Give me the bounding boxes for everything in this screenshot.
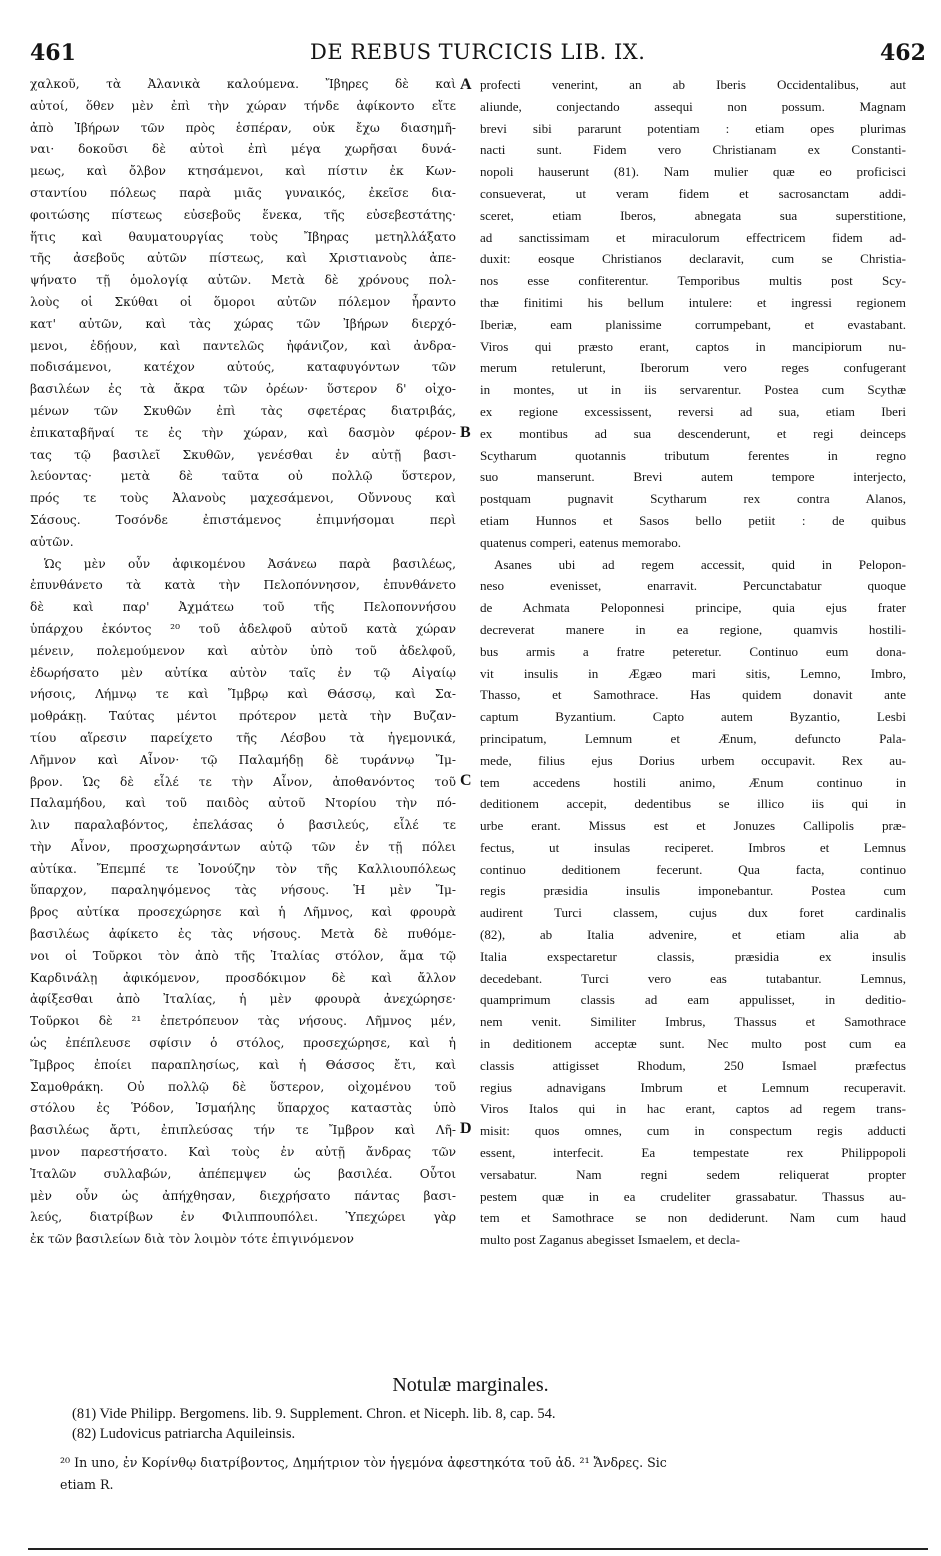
text-line: ἥτις καὶ θαυματουργίας τοὺς Ἴβηρας μετηλλάξατο xyxy=(30,229,456,244)
text-line: ὕπαρχον, παραληψόμενος τὰς νήσους. Ἡ μὲν Ἴμ- xyxy=(30,883,456,898)
text-line: Italia exspectaretur classis, præsidia ex insulis xyxy=(480,948,906,964)
text-line: aliunde, conjectando assequi non possum. Magnam xyxy=(480,98,906,114)
text-line: pestem quæ in ea crudeliter grassabatur. Thassus au- xyxy=(480,1188,906,1204)
text-line: ἐπικαταβῆναί τε ἐς τὴν χώραν, καὶ δασμὸν φέρον- xyxy=(30,425,456,440)
text-line: ναι· δοκοῦσι δὲ αὐτοὶ ἐπὶ μέγα χωρῆσαι δυνά- xyxy=(30,142,456,157)
text-line: πρός τε τοὺς Ἀλανοὺς μαχεσάμενοι, Οὔννους καὶ xyxy=(30,491,456,506)
text-line: νήσοις, Λήμνῳ τε καὶ Ἴμβρῳ καὶ Θάσσῳ, καὶ Σα- xyxy=(30,687,456,702)
text-line: ἐκ τῶν βασιλείων διὰ τὸν λοιμὸν τότε ἐπιγινόμενον xyxy=(30,1232,354,1247)
text-line: quamprimum classis ad eam appulisset, in deditio- xyxy=(480,992,906,1008)
text-line: sceret, etiam Iberos, abnegata sua superstitione, xyxy=(480,207,906,223)
text-line: μεως, καὶ ὄλβον κτησάμενοι, καὶ πίστιν ἐκ Κων- xyxy=(30,164,456,179)
text-line: regis præsidia insulis imponebantur. Postea cum xyxy=(480,883,906,899)
text-line: ἀπὸ Ἰβήρων τῶν πρὸς ἑσπέραν, οὐκ ἔχω διασημῆ- xyxy=(30,120,456,135)
text-line: Τοῦρκοι δὲ ²¹ ἐπετρόπευον τὰς νήσους. Λῆμνος μέν, xyxy=(30,1014,456,1029)
text-line: essent, interfecit. Ea tempestate rex Philippopoli xyxy=(480,1145,906,1161)
text-line: Thasso, et Samothrace. Has quidem donavit ante xyxy=(480,687,906,703)
text-line: νοι οἱ Τοῦρκοι τὸν ἀπὸ τῆς Ἰταλίας στόλον, ἅμα τῷ xyxy=(30,948,456,963)
text-line: μοθράκῃ. Ταύτας μέντοι πρότερον μετὰ τὴν Βυζαν- xyxy=(30,709,456,724)
text-line: δὲ καὶ παρ' Ἀχμάτεω τοῦ τῆς Πελοποννήσου xyxy=(30,600,456,615)
page-number-right: 462 xyxy=(880,40,926,66)
text-line: nacti sunt. Fidem vero Christianam ex Constanti- xyxy=(480,142,906,158)
text-line: Ὡς μὲν οὖν ἀφικομένου Ἀσάνεω παρὰ βασιλέως, xyxy=(44,556,456,571)
text-line: bus armis a fratre peteretur. Continuo eum dona- xyxy=(480,643,906,659)
text-line: in deditionem acceptæ sunt. Nec multo post cum ea xyxy=(480,1036,906,1052)
text-line: Καρδινάλῃ ἀφικόμενον, προσδόκιμον δὲ καὶ ἄλλον xyxy=(30,970,456,985)
text-line: Viros Italos qui in hac erant, captos ad regem trans- xyxy=(480,1101,906,1117)
text-line: στόλου ἐς Ῥόδον, Ἰσμαήλης ὕπαρχος καταστὰς ὑπὸ xyxy=(30,1101,456,1116)
text-line: Παλαμήδου, καὶ τοῦ παιδὸς αὐτοῦ Ντορίου τὴν πό- xyxy=(30,796,456,811)
text-line: Ἴμβρος ἐποίει παραπλησίως, καὶ ἡ Θάσσος ἔτι, καὶ xyxy=(30,1057,456,1072)
margin-marker-d: D xyxy=(460,1120,472,1137)
text-line: Asanes ubi ad regem accessit, quid in Pelopon- xyxy=(494,556,906,572)
text-line: σταντίου πόλεως παρὰ μιᾶς γυναικός, ἐκεῖσε δια- xyxy=(30,185,456,200)
text-line: μένων τῶν Σκυθῶν ἐπὶ τὰς σφετέρας διατριβάς, xyxy=(30,403,456,418)
text-line: ex regione excessissent, reversi ad sua, etiam Iberi xyxy=(480,403,906,419)
text-line: βρος αὐτίκα προσεχώρησε καὶ ἡ Λῆμνος, καὶ φρουρὰ xyxy=(30,905,456,920)
text-line: τὴν Αἶνον, προσχωρησάντων αὐτῷ τῶν ἐν τῇ πόλει xyxy=(30,839,456,854)
text-line: λιν παραλαβόντος, ἐπελάσας ὁ βασιλεύς, εἷλέ τε xyxy=(30,818,456,833)
text-line: classis attigisset Rhodum, 250 Ismael præfectus xyxy=(480,1057,906,1073)
text-line: χαλκοῦ, τὰ Ἀλανικὰ καλούμενα. Ἴβηρες δὲ καὶ xyxy=(30,77,456,91)
page-number-left: 461 xyxy=(30,40,76,66)
text-line: merum retulerunt, Iberorum vero reges confugerant xyxy=(480,360,906,376)
text-line: profecti venerint, an ab Iberis Occidentalibus, aut xyxy=(480,77,906,92)
text-line: (82), ab Italia advenire, et etiam alia ab xyxy=(480,927,906,943)
margin-marker-c: C xyxy=(460,772,472,789)
text-line: ὑπάρχου ἐκόντος ²⁰ τοῦ ἀδελφοῦ αὐτοῦ κατὰ χώραν xyxy=(30,621,456,636)
text-line: Λῆμνον καὶ Αἶνον· τῷ Παλαμήδῃ δὲ τυράννῳ Ἴμ- xyxy=(30,752,456,767)
text-line: τῆς ἀσεβοῦς αὐτῶν πίστεως, καὶ Χριστιανοὺς ἀπε- xyxy=(30,251,456,266)
text-line: regius adnavigans Imbrum et Lemnum recuperavit. xyxy=(480,1079,906,1095)
text-line: mede, filius ejus Dorius urbem occupavit. Rex au- xyxy=(480,752,906,768)
text-line: Ἰταλῶν συλλαβών, ἀπέπεμψεν ὡς βασιλέα. Οὗτοι xyxy=(30,1166,456,1181)
margin-marker-a: A xyxy=(460,76,472,93)
text-line: μενοι, ἐδῄουν, καὶ παντελῶς ἠφάνιζον, καὶ ἀνδρα- xyxy=(30,338,456,353)
text-line: λεύς, διατρίβων ἐν Φιλιππουπόλει. Ὑπεχώρει γὰρ xyxy=(30,1210,456,1225)
text-line: μνον παρεστήσατο. Καὶ τοὺς ἐν αὐτῇ ἄνδρας τῶν xyxy=(30,1145,456,1160)
text-line: principatum, Lemnum et Ænum, defuncto Pala- xyxy=(480,730,906,746)
text-line: ἐπυνθάνετο τὰ κατὰ τὴν Πελοπόννησον, ἐπυνθάνετο xyxy=(30,578,456,593)
text-line: audirent Turci classem, cujus dux foret cardinalis xyxy=(480,905,906,921)
text-line: Scytharum quotannis tributum ferentes in regno xyxy=(480,447,906,463)
text-line: τίου αἵρεσιν παρείχετο τῆς Λέσβου τὰ ἡγεμονικά, xyxy=(30,730,456,745)
latin-column xyxy=(480,74,906,1251)
text-line: κατ' αὐτῶν, καὶ τὰς χώρας τῶν Ἰβήρων διερχό- xyxy=(30,316,456,331)
text-line: μένειν, πολεμούμενον καὶ αὐτὸν ὑπὸ τοῦ ἀδελφοῦ, xyxy=(30,643,456,658)
text-line: de Achmata Peloponnesi principe, quia ejus frater xyxy=(480,600,906,616)
text-line: decreverat manere in ea regione, quamvis hostili- xyxy=(480,621,906,637)
text-line: Iberiæ, eam planissime corrumpebant, et evastabant. xyxy=(480,316,906,332)
text-line: βρον. Ὡς δὲ εἷλέ τε τὴν Αἶνον, ἀποθανόντος τοῦ xyxy=(30,774,456,789)
text-line: consueverat, ut veram fidem et sacrosanctam addi- xyxy=(480,185,906,201)
text-line: tem et Samothrace se non dediderunt. Nam cum haud xyxy=(480,1210,906,1226)
text-line: in montes, ut in iis servarentur. Postea cum Scythæ xyxy=(480,382,906,398)
text-line: ad sanctissimam et miraculorum effectricem fidem ad- xyxy=(480,229,906,245)
text-line: Σαμοθράκη. Οὐ πολλῷ δὲ ὕστερον, οἰχομένου τοῦ xyxy=(30,1079,456,1094)
notes-title: Notulæ marginales. xyxy=(392,1374,549,1396)
text-line: ἐδωρήσατο μὲν αὐτίκα αὐτὸν ταῖς ἐν τῷ Αἰγαίῳ xyxy=(30,665,456,680)
text-line: ex montibus ad sua descenderunt, et regi deinceps xyxy=(480,425,906,441)
footnote-line-1: ²⁰ In uno, ἐν Κορίνθῳ διατρίβοντος, Δημήτριον τὸν ἡγεμόνα ἀφεστηκότα τοῦ ἀδ. ²¹ Ἄνδρες. Sic xyxy=(60,1455,667,1470)
running-title: DE REBUS TURCICIS LIB. IX. xyxy=(310,40,646,64)
margin-marker-b: B xyxy=(460,424,471,441)
bottom-rule xyxy=(28,1548,928,1550)
text-line: fectus, ut insulas reciperet. Imbros et Lemnus xyxy=(480,839,906,855)
text-line: multo post Zaganus abegisset Ismaelem, et decla- xyxy=(480,1232,740,1248)
text-line: decedebant. Turci vero eas tutabantur. Lemnus, xyxy=(480,970,906,986)
text-line: μὲν οὖν ὡς ἀπήχθησαν, διεχρήσατο πάντας βασι- xyxy=(30,1188,456,1203)
text-line: postquam pugnavit Scytharum rex contra Alanos, xyxy=(480,491,906,507)
text-line: nos esse confiterentur. Temporibus multis post Scy- xyxy=(480,273,906,289)
text-line: quatenus comperi, eatenus memorabo. xyxy=(480,534,682,550)
text-line: versabatur. Nam regni sedem reliquerat propter xyxy=(480,1166,906,1182)
text-line: Viros qui præsto erant, captos in mancipiorum nu- xyxy=(480,338,906,354)
text-line: etiam Hunnos et Sasos bello petiit : de quibus xyxy=(480,512,906,528)
footnote-line-2: etiam R. xyxy=(60,1477,114,1492)
text-line: λεύοντας· μετὰ δὲ ταῦτα οὐ πολλῷ ὕστερον, xyxy=(30,469,456,484)
text-line: continuo deditionem fecerunt. Qua facta, continuo xyxy=(480,861,906,877)
text-line: ἀφίξεσθαι ἀπὸ Ἰταλίας, ἡ μὲν φρουρὰ ἀνεχώρησε· xyxy=(30,992,456,1007)
text-line: brevi sibi pararunt potentiam : etiam opes plurimas xyxy=(480,120,906,136)
text-line: captum Byzantium. Capto autem Byzantio, Lesbi xyxy=(480,709,906,725)
text-line: τας τῷ βασιλεῖ Σκυθῶν, γενέσθαι ἐν αὐτῇ βασι- xyxy=(30,447,456,462)
greek-column xyxy=(30,74,456,1251)
text-line: βασιλέως ἀφίκετο ἐς τὰς νήσους. Μετὰ δὲ πυθόμε- xyxy=(30,927,456,942)
text-line: thæ finitimi his bellum intulere: et ingressi regionem xyxy=(480,294,906,310)
text-line: βασιλέων ἐς τὰ ἄκρα τῶν ὀρέων· ὕστερον δ' οἰχο- xyxy=(30,382,456,397)
text-line: tem accedens hostili animo, Ænum continuo in xyxy=(480,774,906,790)
text-line: βασιλέως ἄρτι, ἐπιπλεύσας τήν τε Ἴμβρον καὶ Λῆ- xyxy=(30,1123,456,1138)
text-line: vit insulis in Ægæo mari sitis, Lemno, Imbro, xyxy=(480,665,906,681)
text-line: nopoli hauserunt (81). Nam mulier quæ eo proficisci xyxy=(480,164,906,180)
text-line: ψήνατο τῇ ὁμολογίᾳ αὐτῶν. Μετὰ δὲ χρόνους πολ- xyxy=(30,273,456,288)
text-line: ὡς ἐπέπλευσε σφίσιν ὁ στόλος, προσεχώρησε, καὶ ἡ xyxy=(30,1036,456,1051)
text-line: αὐτίκα. Ἔπεμπέ τε Ἰονούζην τὸν τῆς Καλλιουπόλεως xyxy=(30,861,456,876)
text-line: neso evenisset, enarravit. Percunctabatur quoque xyxy=(480,578,906,594)
text-line: deditionem accepit, dedentibus se illico iis qui in xyxy=(480,796,906,812)
text-line: suo manserunt. Brevi autem tempore interjecto, xyxy=(480,469,906,485)
text-line: duxit: eosque Christianos declaravit, cum se Christia- xyxy=(480,251,906,267)
text-line: αὐτοί, ὅθεν μὲν ἐπὶ τὴν χώραν τήνδε ἀφίκοντο εἴτε xyxy=(30,98,456,113)
text-line: Σάσους. Τοσόνδε ἐπιστάμενος ἐπιμνήσομαι περὶ xyxy=(30,512,456,527)
marginal-note-81: (81) Vide Philipp. Bergomens. lib. 9. Supplement. Chron. et Niceph. lib. 8, cap. 54. xyxy=(72,1406,556,1422)
text-line: urbe erant. Missus est et Jonuzes Callipolis præ- xyxy=(480,818,906,834)
text-line: φοιτώσης πίστεως εὐσεβοῦς ἕνεκα, τῆς εὐσεβεστάτης· xyxy=(30,207,456,222)
text-line: λοὺς οἱ Σκύθαι οἱ ὅμοροι αὐτῶν πόλεμον ἦραντο xyxy=(30,294,456,309)
text-line: αὐτῶν. xyxy=(30,534,74,549)
text-line: nem venit. Similiter Imbrus, Thassus et Samothrace xyxy=(480,1014,906,1030)
text-line: misit: quos omnes, cum in conspectum regis adducti xyxy=(480,1123,906,1139)
text-line: ποδισάμενοι, κατέχον αὐτούς, καταφυγόντων τῶν xyxy=(30,360,456,375)
marginal-note-82: (82) Ludovicus patriarcha Aquileinsis. xyxy=(72,1426,296,1442)
